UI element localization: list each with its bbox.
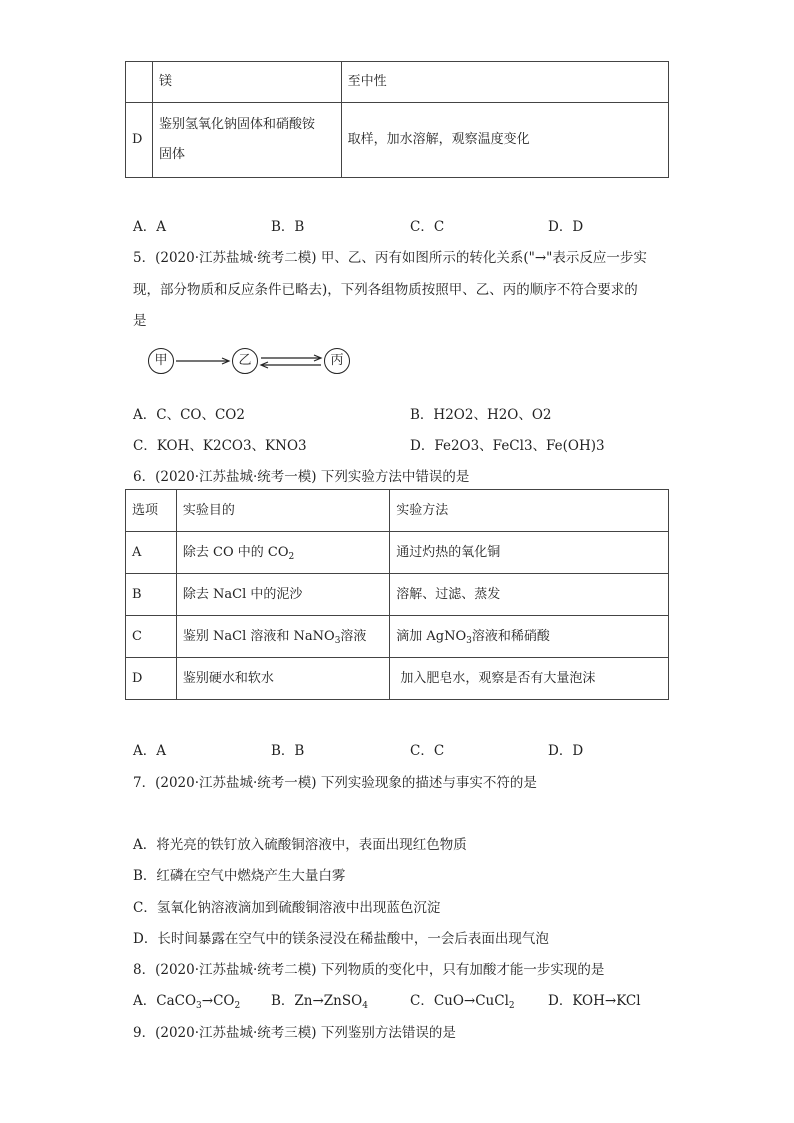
formula-text: C．CuO→CuCl: [410, 993, 509, 1009]
q6-option-a: A．A: [133, 743, 166, 759]
header-option: 选项: [126, 490, 177, 532]
formula-text: →CO: [201, 993, 235, 1009]
table-cell: 取样，加水溶解，观察温度变化: [341, 103, 668, 178]
table-cell: 加入肥皂水，观察是否有大量泡沫: [390, 658, 669, 700]
table-cell: 除去 NaCl 中的泥沙: [176, 574, 389, 616]
q5-stem-line3: 是: [133, 313, 147, 329]
formula-text: D．KOH→KCl: [548, 993, 641, 1009]
subscript: 3: [334, 635, 341, 646]
formula-text: A．CaCO: [133, 993, 197, 1009]
table-row: [126, 103, 669, 178]
node-jia: 甲: [148, 348, 174, 374]
q8-stem: 8．(2020·江苏盐城·统考二模) 下列物质的变化中，只有加酸才能一步实现的是: [133, 962, 605, 978]
table-header-row: [126, 490, 669, 532]
q6-option-b: B．B: [271, 743, 305, 759]
table-cell: 镁: [152, 62, 341, 103]
q5-option-a: A．C、CO、CO2: [133, 407, 245, 423]
table-cell: D: [126, 658, 177, 700]
table-row: [126, 62, 669, 103]
table-cell: 至中性: [341, 62, 668, 103]
table-cell: 鉴别硬水和软水: [176, 658, 389, 700]
q5-option-c: C．KOH、K2CO3、KNO3: [133, 438, 307, 454]
table-cell: 通过灼热的氧化铜: [390, 532, 669, 574]
q7-option-c: C．氢氧化钠溶液滴加到硫酸铜溶液中出现蓝色沉淀: [133, 900, 441, 916]
table-cell: [390, 616, 669, 658]
q6-stem: 6．(2020·江苏盐城·统考一模) 下列实验方法中错误的是: [133, 469, 470, 485]
table-cell: [126, 62, 153, 103]
q7-option-a: A．将光亮的铁钉放入硫酸铜溶液中，表面出现红色物质: [133, 837, 467, 853]
table-cell: [152, 103, 341, 178]
cell-text: 鉴别 NaCl 溶液和 NaNO: [182, 628, 335, 644]
q4-option-a: A．A: [133, 219, 166, 235]
q4-option-d: D．D: [548, 219, 584, 235]
q6-option-d: D．D: [548, 743, 584, 759]
table-cell: [176, 532, 389, 574]
q8-option-a: [133, 989, 240, 1009]
table-row: [126, 616, 669, 658]
q5-option-b: B．H2O2、H2O、O2: [410, 407, 552, 423]
table-row: [126, 658, 669, 700]
table-row: [126, 532, 669, 574]
cell-text: 溶液和稀硝酸: [471, 628, 550, 644]
q6-table: [125, 489, 669, 700]
q5-stem-line1: 5．(2020·江苏盐城·统考二模) 甲、乙、丙有如图所示的转化关系("→"表示反应一步实: [133, 250, 647, 266]
node-yi: 乙: [232, 348, 258, 374]
cell-line: 鉴别氢氧化钠固体和硝酸铵: [158, 117, 315, 132]
subscript: 2: [508, 1001, 515, 1011]
q8-option-d: [548, 989, 641, 1009]
q6-option-c: C．C: [410, 743, 445, 759]
q9-stem: 9．(2020·江苏盐城·统考三模) 下列鉴别方法错误的是: [133, 1025, 456, 1041]
q7-option-d: D．长时间暴露在空气中的镁条浸没在稀盐酸中，一会后表面出现气泡: [133, 931, 549, 947]
q7-stem: 7．(2020·江苏盐城·统考一模) 下列实验现象的描述与事实不符的是: [133, 775, 537, 791]
header-method: 实验方法: [390, 490, 669, 532]
table-cell: 溶解、过滤、蒸发: [390, 574, 669, 616]
cell-line: 固体: [158, 147, 185, 162]
arrows: [148, 348, 358, 378]
q8-option-c: [410, 989, 515, 1009]
conversion-diagram: [148, 348, 358, 378]
subscript: 3: [196, 1001, 202, 1011]
formula-text: B．Zn→ZnSO: [271, 993, 363, 1009]
q8-option-b: [271, 989, 368, 1009]
table-row: [126, 574, 669, 616]
table-cell: D: [126, 103, 153, 178]
q4-option-b: B．B: [271, 219, 305, 235]
subscript: 4: [362, 1001, 368, 1011]
q5-option-d: D．Fe2O3、FeCl3、Fe(OH)3: [410, 438, 605, 454]
subscript: 3: [466, 635, 472, 646]
table-cell: A: [126, 532, 177, 574]
cell-text: 溶液: [340, 628, 367, 644]
cell-text: 除去 CO 中的 CO: [182, 544, 289, 560]
q7-option-b: B．红磷在空气中燃烧产生大量白雾: [133, 868, 346, 884]
table-cell: B: [126, 574, 177, 616]
table-cell: C: [126, 616, 177, 658]
q4-option-c: C．C: [410, 219, 445, 235]
q5-stem-line2: 现，部分物质和反应条件已略去)，下列各组物质按照甲、乙、丙的顺序不符合要求的: [133, 282, 638, 298]
subscript: 2: [234, 1001, 241, 1011]
table-cell: [176, 616, 389, 658]
subscript: 2: [288, 551, 295, 562]
cell-text: 滴加 AgNO: [396, 628, 467, 644]
header-purpose: 实验目的: [176, 490, 389, 532]
table-continued: [125, 61, 669, 178]
node-bing: 丙: [324, 348, 350, 374]
